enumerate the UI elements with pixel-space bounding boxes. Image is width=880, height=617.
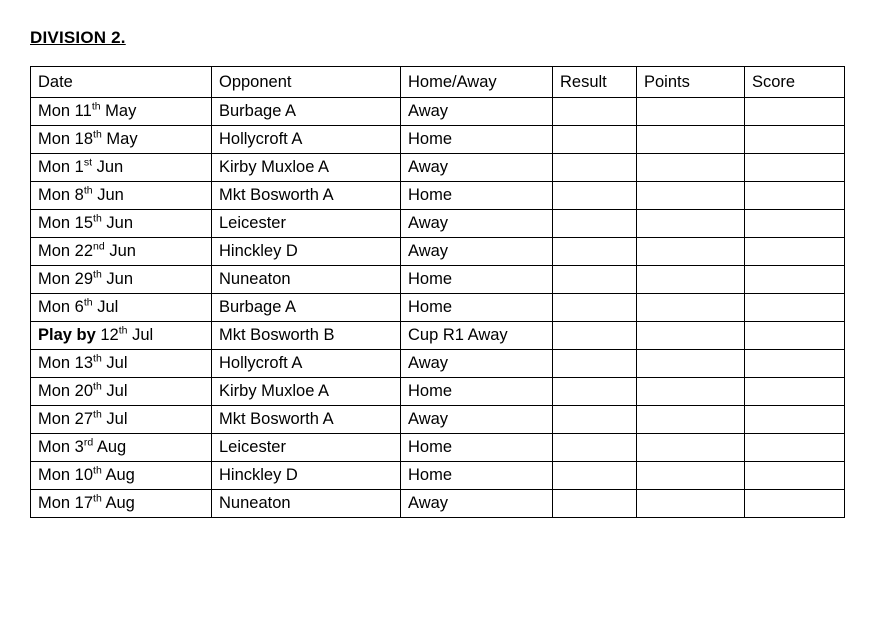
- date-ordinal-suffix: th: [93, 128, 102, 141]
- cell-home-away: Away: [401, 406, 553, 434]
- date-lead: Mon 18: [38, 130, 94, 148]
- cell-score: [745, 322, 845, 350]
- cell-points: [637, 266, 745, 294]
- cell-home-away: Away: [401, 154, 553, 182]
- table-header: [31, 67, 845, 98]
- cell-date: [31, 462, 212, 490]
- cell-opponent: Hollycroft A: [212, 126, 401, 154]
- date-lead: Mon 6: [38, 298, 84, 316]
- cell-points: [637, 462, 745, 490]
- cell-points: [637, 126, 745, 154]
- cell-opponent: Hinckley D: [212, 462, 401, 490]
- column-header-date: Date: [31, 67, 212, 98]
- table-row: [31, 126, 845, 154]
- date-number: 12: [100, 326, 119, 344]
- cell-date: [31, 266, 212, 294]
- date-lead: Mon 27: [38, 410, 94, 428]
- date-month: Jun: [101, 270, 133, 288]
- cell-result: [553, 238, 637, 266]
- cell-home-away: Home: [401, 126, 553, 154]
- date-ordinal-suffix: th: [83, 184, 93, 197]
- cell-points: [637, 406, 745, 434]
- cell-home-away: Home: [401, 294, 553, 322]
- table-row: [31, 266, 845, 294]
- table-body: [31, 98, 845, 518]
- cell-opponent: Mkt Bosworth A: [212, 182, 401, 210]
- date-month: Jun: [92, 186, 124, 204]
- cell-opponent: Hollycroft A: [212, 350, 401, 378]
- cell-result: [553, 266, 637, 294]
- column-header-points: Points: [637, 67, 745, 98]
- table-row: [31, 182, 845, 210]
- cell-date: [31, 406, 212, 434]
- cell-home-away: Cup R1 Away: [401, 322, 553, 350]
- cell-result: [553, 378, 637, 406]
- date-month: Jun: [104, 242, 136, 260]
- date-lead: Mon 8: [38, 186, 84, 204]
- date-month: Jun: [92, 158, 124, 176]
- date-ordinal-suffix: th: [93, 408, 102, 421]
- cell-opponent: Nuneaton: [212, 490, 401, 518]
- cell-points: [637, 182, 745, 210]
- date-month: Jul: [127, 326, 154, 344]
- date-month: Aug: [101, 466, 135, 484]
- cell-score: [745, 462, 845, 490]
- cell-date: [31, 210, 212, 238]
- cell-result: [553, 350, 637, 378]
- date-ordinal-suffix: th: [93, 492, 102, 505]
- table-row: [31, 238, 845, 266]
- date-lead: Mon 29: [38, 270, 94, 288]
- cell-opponent: Nuneaton: [212, 266, 401, 294]
- cell-score: [745, 238, 845, 266]
- date-ordinal-suffix: th: [93, 464, 102, 477]
- date-lead: Mon 10: [38, 466, 94, 484]
- page-title: DIVISION 2.: [30, 28, 126, 47]
- cell-opponent: Mkt Bosworth B: [212, 322, 401, 350]
- date-ordinal-suffix: th: [83, 296, 93, 309]
- date-ordinal-suffix: th: [93, 268, 102, 281]
- cell-result: [553, 434, 637, 462]
- cell-score: [745, 406, 845, 434]
- date-ordinal-suffix: nd: [93, 240, 105, 253]
- date-lead: Mon 20: [38, 382, 94, 400]
- date-ordinal-suffix: th: [93, 212, 102, 225]
- cell-points: [637, 350, 745, 378]
- cell-home-away: Away: [401, 98, 553, 126]
- date-ordinal-suffix: th: [93, 380, 102, 393]
- cell-home-away: Away: [401, 238, 553, 266]
- date-month: Jun: [101, 214, 133, 232]
- table-row: [31, 406, 845, 434]
- cell-date: [31, 238, 212, 266]
- cell-score: [745, 266, 845, 294]
- date-month: Aug: [101, 494, 135, 512]
- cell-points: [637, 434, 745, 462]
- table-row: [31, 294, 845, 322]
- table-header-row: [31, 67, 845, 98]
- cell-points: [637, 154, 745, 182]
- cell-date: [31, 434, 212, 462]
- cell-points: [637, 238, 745, 266]
- date-ordinal-suffix: st: [83, 156, 93, 169]
- cell-result: [553, 322, 637, 350]
- cell-result: [553, 182, 637, 210]
- cell-date: [31, 378, 212, 406]
- cell-opponent: Mkt Bosworth A: [212, 406, 401, 434]
- cell-result: [553, 210, 637, 238]
- cell-home-away: Home: [401, 378, 553, 406]
- date-lead: Mon 17: [38, 494, 94, 512]
- cell-result: [553, 98, 637, 126]
- cell-date: [31, 154, 212, 182]
- cell-home-away: Home: [401, 434, 553, 462]
- date-ordinal-suffix: th: [118, 324, 128, 337]
- cell-points: [637, 210, 745, 238]
- cell-date: [31, 294, 212, 322]
- cell-score: [745, 154, 845, 182]
- table-row: [31, 462, 845, 490]
- cell-result: [553, 126, 637, 154]
- table-row: [31, 378, 845, 406]
- column-header-score: Score: [745, 67, 845, 98]
- table-row: [31, 154, 845, 182]
- date-month: Jul: [92, 298, 119, 316]
- column-header-home-away: Home/Away: [401, 67, 553, 98]
- cell-opponent: Burbage A: [212, 294, 401, 322]
- date-lead: Play by: [38, 326, 101, 344]
- cell-points: [637, 322, 745, 350]
- date-lead: Mon 11: [38, 102, 92, 120]
- column-header-result: Result: [553, 67, 637, 98]
- date-month: May: [100, 102, 137, 120]
- cell-opponent: Kirby Muxloe A: [212, 378, 401, 406]
- cell-result: [553, 490, 637, 518]
- cell-score: [745, 182, 845, 210]
- cell-score: [745, 350, 845, 378]
- cell-score: [745, 434, 845, 462]
- cell-score: [745, 98, 845, 126]
- cell-points: [637, 490, 745, 518]
- table-row: [31, 98, 845, 126]
- cell-score: [745, 210, 845, 238]
- cell-date: [31, 126, 212, 154]
- cell-date: [31, 490, 212, 518]
- cell-home-away: Home: [401, 266, 553, 294]
- cell-opponent: Kirby Muxloe A: [212, 154, 401, 182]
- cell-score: [745, 490, 845, 518]
- cell-opponent: Leicester: [212, 210, 401, 238]
- cell-opponent: Leicester: [212, 434, 401, 462]
- cell-points: [637, 98, 745, 126]
- table-row: [31, 322, 845, 350]
- table-row: [31, 350, 845, 378]
- date-month: Jul: [101, 382, 128, 400]
- cell-opponent: Hinckley D: [212, 238, 401, 266]
- cell-date: [31, 182, 212, 210]
- date-lead: Mon 15: [38, 214, 94, 232]
- cell-home-away: Home: [401, 462, 553, 490]
- cell-score: [745, 126, 845, 154]
- date-lead: Mon 3: [38, 438, 84, 456]
- cell-result: [553, 294, 637, 322]
- date-month: Jul: [101, 410, 128, 428]
- cell-date: [31, 322, 212, 350]
- cell-opponent: Burbage A: [212, 98, 401, 126]
- date-ordinal-suffix: rd: [83, 436, 94, 449]
- cell-result: [553, 462, 637, 490]
- cell-points: [637, 294, 745, 322]
- fixtures-table: [30, 66, 845, 518]
- date-lead: Mon 1: [38, 158, 84, 176]
- cell-home-away: Home: [401, 182, 553, 210]
- date-lead: Mon 22: [38, 242, 94, 260]
- cell-home-away: Away: [401, 490, 553, 518]
- cell-result: [553, 406, 637, 434]
- cell-date: [31, 98, 212, 126]
- date-month: Aug: [93, 438, 127, 456]
- date-ordinal-suffix: th: [93, 352, 102, 365]
- cell-score: [745, 294, 845, 322]
- cell-points: [637, 378, 745, 406]
- column-header-opponent: Opponent: [212, 67, 401, 98]
- date-ordinal-suffix: th: [91, 100, 101, 113]
- cell-home-away: Away: [401, 350, 553, 378]
- cell-score: [745, 378, 845, 406]
- cell-home-away: Away: [401, 210, 553, 238]
- cell-date: [31, 350, 212, 378]
- table-row: [31, 434, 845, 462]
- table-row: [31, 490, 845, 518]
- date-lead: Mon 13: [38, 354, 94, 372]
- cell-result: [553, 154, 637, 182]
- date-month: Jul: [101, 354, 128, 372]
- table-row: [31, 210, 845, 238]
- date-month: May: [101, 130, 138, 148]
